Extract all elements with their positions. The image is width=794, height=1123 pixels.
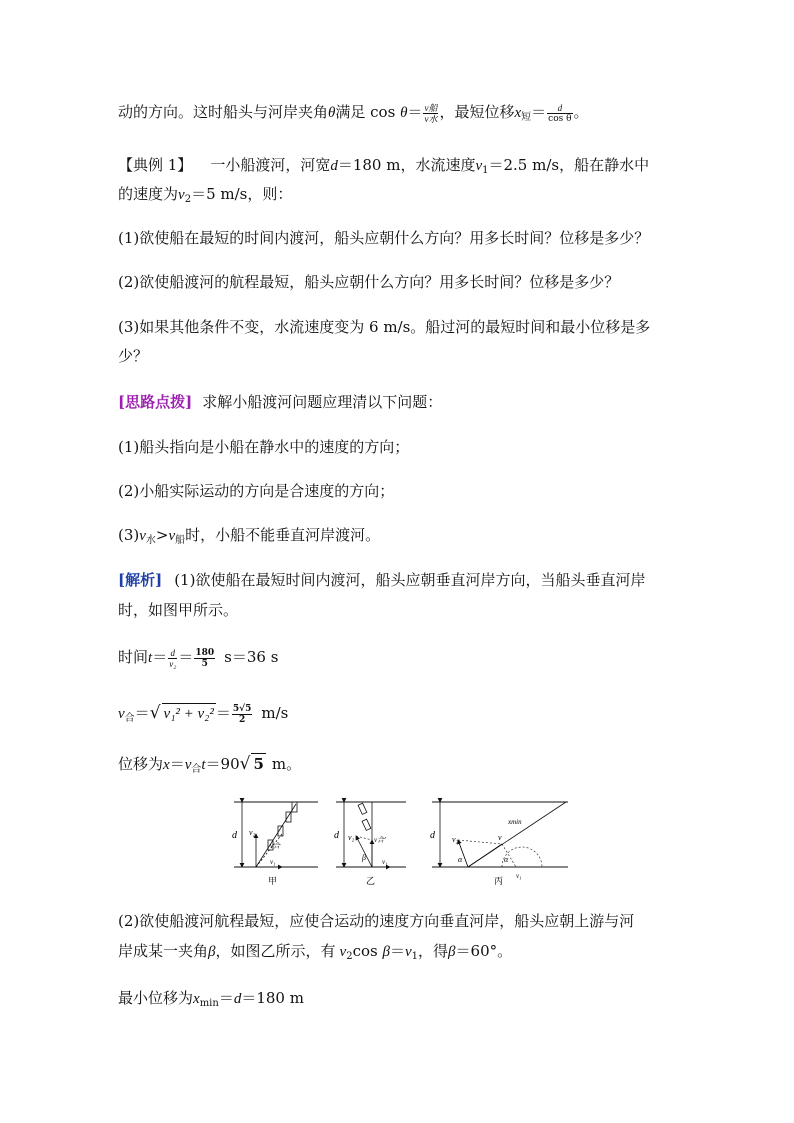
fraction-d-v2 (168, 648, 177, 669)
velocity-unit: m/s (261, 704, 289, 722)
fraction-numerator-5: 5√5 (232, 703, 252, 714)
xmin-subscript: min (199, 998, 219, 1009)
v-label: v (498, 833, 502, 842)
v2-label-3: v₂ (452, 835, 459, 844)
intro-text-2: 满足 cos (335, 103, 396, 121)
d-symbol-2: d (233, 991, 242, 1007)
v-he-symbol: v (118, 706, 125, 722)
hint-p3-suffix: 时，小船不能垂直河岸渡河。 (185, 526, 381, 544)
v1-subscript-2: 1 (411, 951, 419, 962)
fraction-numerator-3: d (168, 648, 177, 659)
question-1: (1)欲使船在最短的时间内渡河，船头应朝什么方向？用多长时间？位移是多少？ (118, 229, 650, 247)
example-text-5: ＝5 m/s，则： (191, 185, 293, 203)
greater-than: > (155, 526, 169, 544)
x-symbol: x (514, 105, 522, 121)
caption-bing: 丙 (494, 876, 504, 886)
radicand: v₁² + v₂² (162, 703, 216, 724)
vhe-label-1: v合 (270, 842, 281, 850)
beta-label: β (362, 853, 366, 862)
fraction-numerator: v船 (424, 102, 438, 113)
displacement-unit: m。 (271, 755, 302, 773)
fraction-denominator-3: v₂ (169, 658, 177, 669)
question-2: (2)欲使船渡河的航程最短，船头应朝什么方向？用多长时间？位移是多少？ (118, 273, 620, 291)
x-symbol-2: x (163, 757, 170, 773)
theta-symbol-2: θ (400, 105, 408, 121)
equals-sign: ＝ (407, 103, 423, 121)
v-water-subscript: 水 (145, 535, 156, 546)
v2-label-1: v₂ (249, 828, 256, 837)
hint-line (118, 392, 442, 412)
example-line-2 (118, 184, 292, 210)
radical-sign: √ (149, 703, 161, 723)
beta-symbol-2: β (382, 944, 390, 960)
equals-sign-6: ＝ (215, 704, 231, 722)
fraction-numerator-2: d (547, 103, 572, 114)
alpha-label-2: α (504, 855, 509, 864)
panel-yi (334, 802, 406, 886)
equals-sign-4: ＝ (178, 648, 194, 666)
fraction-d-cos (547, 103, 572, 124)
intro-text-3: ，最短位移 (439, 103, 515, 121)
hint-text: 求解小船渡河问题应理清以下问题： (202, 393, 443, 411)
fraction-denominator-5: 2 (239, 714, 246, 725)
fraction-v-ratio (423, 103, 438, 124)
x-subscript: 短 (521, 112, 532, 123)
analysis-part2-line-2 (118, 941, 512, 967)
analysis-label: [解析] (118, 571, 163, 589)
fraction-denominator: v水 (424, 113, 438, 124)
equals-sign-2: ＝ (531, 103, 547, 121)
hint-label: [思路点拨] (118, 393, 193, 411)
example-label: 【典例 1】 (118, 156, 193, 174)
v1-symbol: v (475, 158, 483, 174)
analysis-part2-line-1: (2)欲使船渡河航程最短，应使合运动的速度方向垂直河岸，船头应朝上游与河 (118, 912, 635, 930)
equals-sign-5: ＝ (134, 704, 150, 722)
v2-label-2: v₂ (348, 833, 355, 842)
v1-symbol-2: v (404, 944, 412, 960)
xmin-symbol: x (193, 991, 200, 1007)
caption-yi: 乙 (366, 876, 376, 886)
v-boat-symbol: v (168, 528, 176, 544)
displacement-prefix: 位移为 (118, 755, 164, 773)
panel-jia (232, 802, 318, 886)
min-displacement (118, 988, 304, 1014)
intro-end: 。 (573, 103, 589, 121)
intro-text: 动的方向。这时船头与河岸夹角 (118, 103, 329, 121)
v-he-symbol-2: v (184, 757, 192, 773)
river-crossing-figure (230, 796, 572, 888)
d-label-3: d (430, 830, 435, 841)
question-3-line-2: 少？ (118, 347, 149, 365)
fraction-numerator-4: 180 (195, 647, 215, 658)
example-text-2: ＝180 m，水流速度 (337, 156, 476, 174)
v1-label-1: v₁ (270, 858, 276, 866)
displacement-formula (118, 753, 301, 780)
velocity-formula (118, 703, 288, 729)
t-symbol-2: t (201, 757, 206, 773)
t-symbol: t (148, 650, 153, 666)
hint-point-3 (118, 525, 380, 551)
time-prefix: 时间 (118, 648, 149, 666)
d-label-1: d (232, 830, 237, 841)
d-label-2: d (334, 830, 339, 841)
v2-subscript: 2 (184, 194, 192, 205)
v-he-subscript: 合 (124, 713, 135, 724)
displacement-value: ＝90 (205, 755, 240, 773)
cos-text: cos (352, 942, 378, 960)
part2-text-a: 岸成某一夹角 (118, 942, 209, 960)
equals-sign-8: ＝ (389, 942, 405, 960)
analysis-line-1 (118, 570, 645, 590)
fraction-5sqrt5-2 (232, 704, 252, 725)
radical-sign-2: √ (239, 754, 251, 774)
v2-symbol-2: v (339, 944, 347, 960)
fraction-denominator-4: 5 (201, 658, 208, 669)
v-water-symbol: v (139, 528, 146, 544)
alpha-label-1: α (458, 855, 463, 864)
analysis-text-1: (1)欲使船在最短时间内渡河，船头应朝垂直河岸方向，当船头垂直河岸 (174, 571, 646, 589)
xmin-label: xmin (508, 818, 522, 826)
radicand-2: 5 (253, 755, 264, 773)
example-text-3: ＝2.5 m/s，船在静水中 (488, 156, 650, 174)
analysis-text-2: 时，如图甲所示。 (118, 601, 239, 619)
beta-result: ＝60°。 (455, 942, 513, 960)
min-displacement-prefix: 最小位移为 (118, 989, 194, 1007)
hint-point-1: (1)船头指向是小船在静水中的速度的方向； (118, 438, 410, 456)
hint-point-2: (2)小船实际运动的方向是合速度的方向； (118, 482, 395, 500)
fraction-180-5 (194, 648, 215, 669)
min-displacement-value: ＝180 m (241, 989, 304, 1007)
beta-symbol: β (208, 944, 216, 960)
part2-text-c: ，得 (418, 942, 449, 960)
hint-p3-prefix: (3) (118, 526, 140, 544)
equals-sign-9: ＝ (218, 989, 234, 1007)
v-boat-subscript: 船 (175, 535, 186, 546)
d-symbol: d (330, 158, 338, 174)
time-suffix: s＝36 s (224, 648, 279, 666)
vhe2-label: v合′ (374, 836, 386, 844)
example-line-1 (118, 155, 649, 181)
beta-symbol-3: β (448, 944, 456, 960)
v2-subscript-2: 2 (346, 951, 353, 962)
v-he-subscript-2: 合 (191, 764, 202, 775)
equals-sign-7: ＝ (169, 755, 185, 773)
part2-text-b: ，如图乙所示，有 (215, 942, 336, 960)
v1-label-3: v₁ (516, 872, 522, 880)
example-text-1: 一小船渡河，河宽 (210, 156, 331, 174)
question-3-line-1: (3)如果其他条件不变，水流速度变为 6 m/s。船过河的最短时间和最小位移是多 (118, 318, 651, 336)
v2-symbol: v (178, 187, 185, 203)
theta-symbol: θ (328, 105, 336, 121)
intro-line (118, 102, 589, 128)
equals-sign-3: ＝ (152, 648, 168, 666)
v1-subscript: 1 (482, 165, 489, 176)
v1-label-2: v₁ (382, 858, 388, 866)
caption-jia: 甲 (268, 876, 278, 886)
panel-bing (430, 802, 568, 886)
example-text-4: 的速度为 (118, 185, 179, 203)
fraction-denominator-2: cos θ (548, 113, 572, 124)
time-formula (118, 647, 278, 669)
